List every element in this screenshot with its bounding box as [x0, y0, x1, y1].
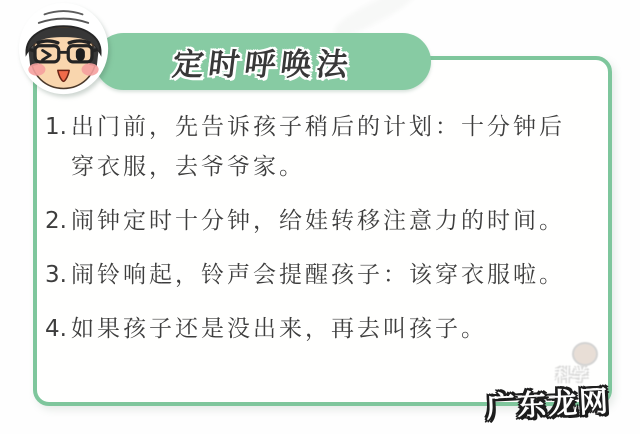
step-text-line: 闹钟定时十分钟，给娃转移注意力的时间。	[71, 208, 565, 234]
step-number: 3.	[45, 262, 67, 288]
dad-avatar-icon	[16, 1, 111, 98]
stamp-face-icon	[572, 342, 598, 366]
steps-list	[45, 107, 565, 363]
step-number: 1.	[45, 114, 67, 140]
stamp-text: 科学	[556, 366, 591, 384]
method-title-banner	[95, 33, 431, 90]
step-number: 2.	[45, 208, 67, 234]
site-watermark: 广东龙网	[485, 383, 611, 425]
step-text-line: 如果孩子还是没出来，再去叫孩子。	[71, 316, 487, 342]
step-text-line: 穿衣服，去爷爷家。	[71, 154, 305, 180]
list-item	[45, 309, 565, 349]
list-item	[45, 201, 565, 241]
list-item	[45, 255, 565, 295]
page-title: 定时呼唤法	[170, 47, 355, 83]
step-number: 4.	[45, 316, 67, 342]
list-item	[45, 107, 565, 187]
step-text-line: 闹铃响起，铃声会提醒孩子：该穿衣服啦。	[71, 262, 565, 288]
step-text-line: 出门前，先告诉孩子稍后的计划：十分钟后	[71, 114, 565, 140]
